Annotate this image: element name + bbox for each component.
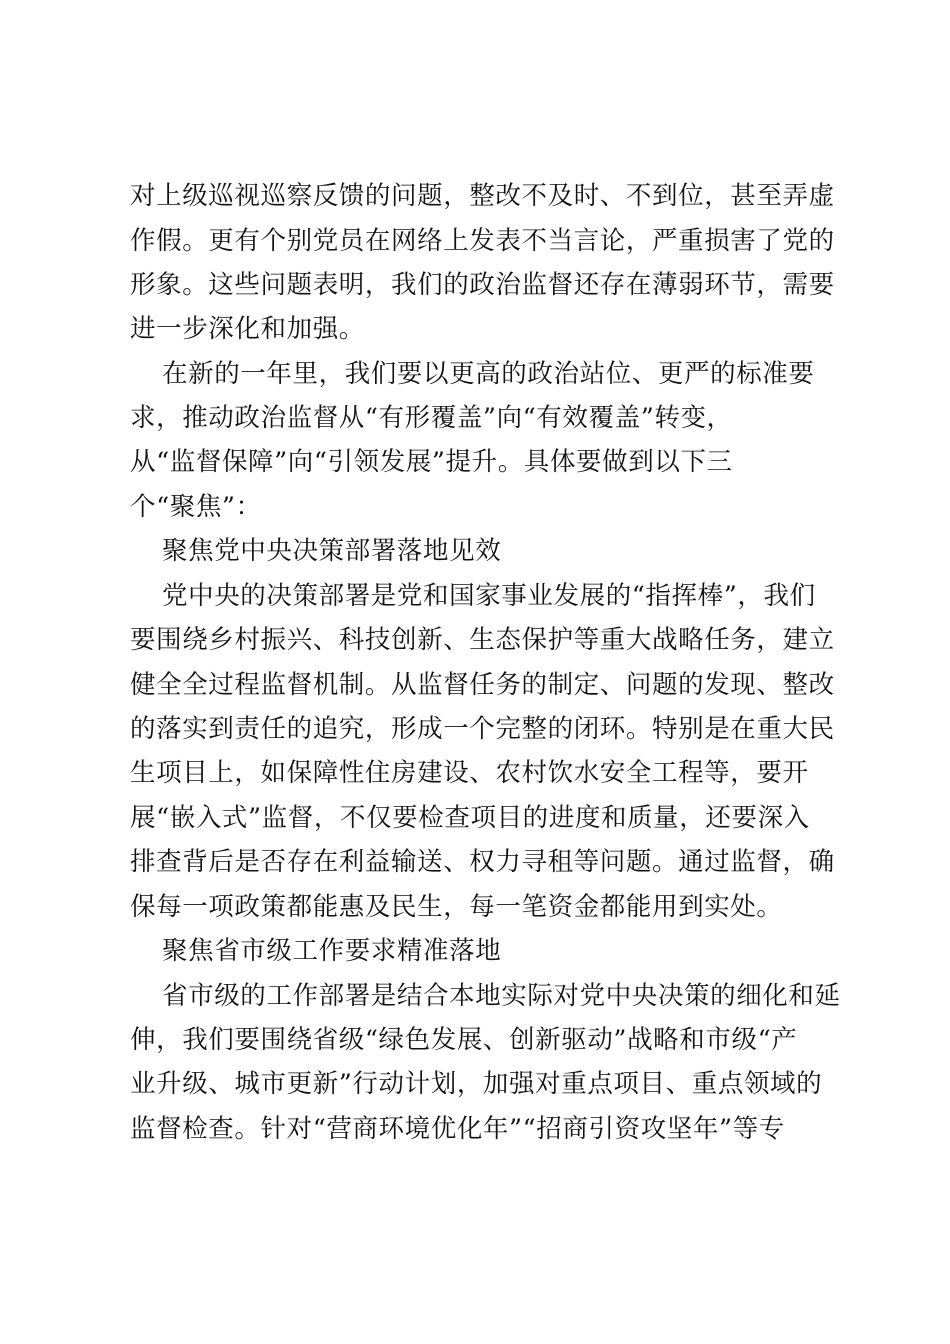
text-line: 排查背后是否存在利益输送、权力寻租等问题。通过监督，确	[130, 847, 835, 877]
text-line: 的落实到责任的追究，形成一个完整的闭环。特别是在重大民	[130, 714, 835, 744]
text-line: 对上级巡视巡察反馈的问题，整改不及时、不到位，甚至弄虚	[130, 181, 835, 211]
text-line: 作假。更有个别党员在网络上发表不当言论，严重损害了党的	[130, 226, 835, 256]
text-line: 求，推动政治监督从“有形覆盖”向“有效覆盖”转变，	[130, 403, 733, 433]
paragraph-first-line: 在新的一年里，我们要以更高的政治站位、更严的标准要	[162, 359, 815, 389]
text-line: 个“聚焦”：	[130, 492, 262, 522]
paragraph-first-line: 党中央的决策部署是党和国家事业发展的“指挥棒”，我们	[162, 581, 816, 611]
text-line: 健全全过程监督机制。从监督任务的制定、问题的发现、整改	[130, 670, 835, 700]
text-line: 要围绕乡村振兴、科技创新、生态保护等重大战略任务，建立	[130, 625, 835, 655]
section-heading: 聚焦省市级工作要求精准落地	[162, 936, 502, 966]
section-heading: 聚焦党中央决策部署落地见效	[162, 536, 502, 566]
text-line: 业升级、城市更新”行动计划，加强对重点项目、重点领域的	[130, 1069, 823, 1099]
text-line: 监督检查。针对“营商环境优化年”“招商引资攻坚年”等专	[130, 1114, 785, 1144]
text-line: 进一步深化和加强。	[130, 314, 365, 344]
text-line: 保每一项政策都能惠及民生，每一笔资金都能用到实处。	[130, 892, 783, 922]
paragraph-first-line: 省市级的工作部署是结合本地实际对党中央决策的细化和延	[162, 981, 841, 1011]
text-line: 从“监督保障”向“引领发展”提升。具体要做到以下三	[130, 447, 733, 477]
text-line: 伸，我们要围绕省级“绿色发展、创新驱动”战略和市级“产	[130, 1025, 798, 1055]
text-line: 展“嵌入式”监督，不仅要检查项目的进度和质量，还要深入	[130, 803, 810, 833]
text-line: 生项目上，如保障性住房建设、农村饮水安全工程等，要开	[130, 758, 809, 788]
text-line: 形象。这些问题表明，我们的政治监督还存在薄弱环节，需要	[130, 270, 835, 300]
